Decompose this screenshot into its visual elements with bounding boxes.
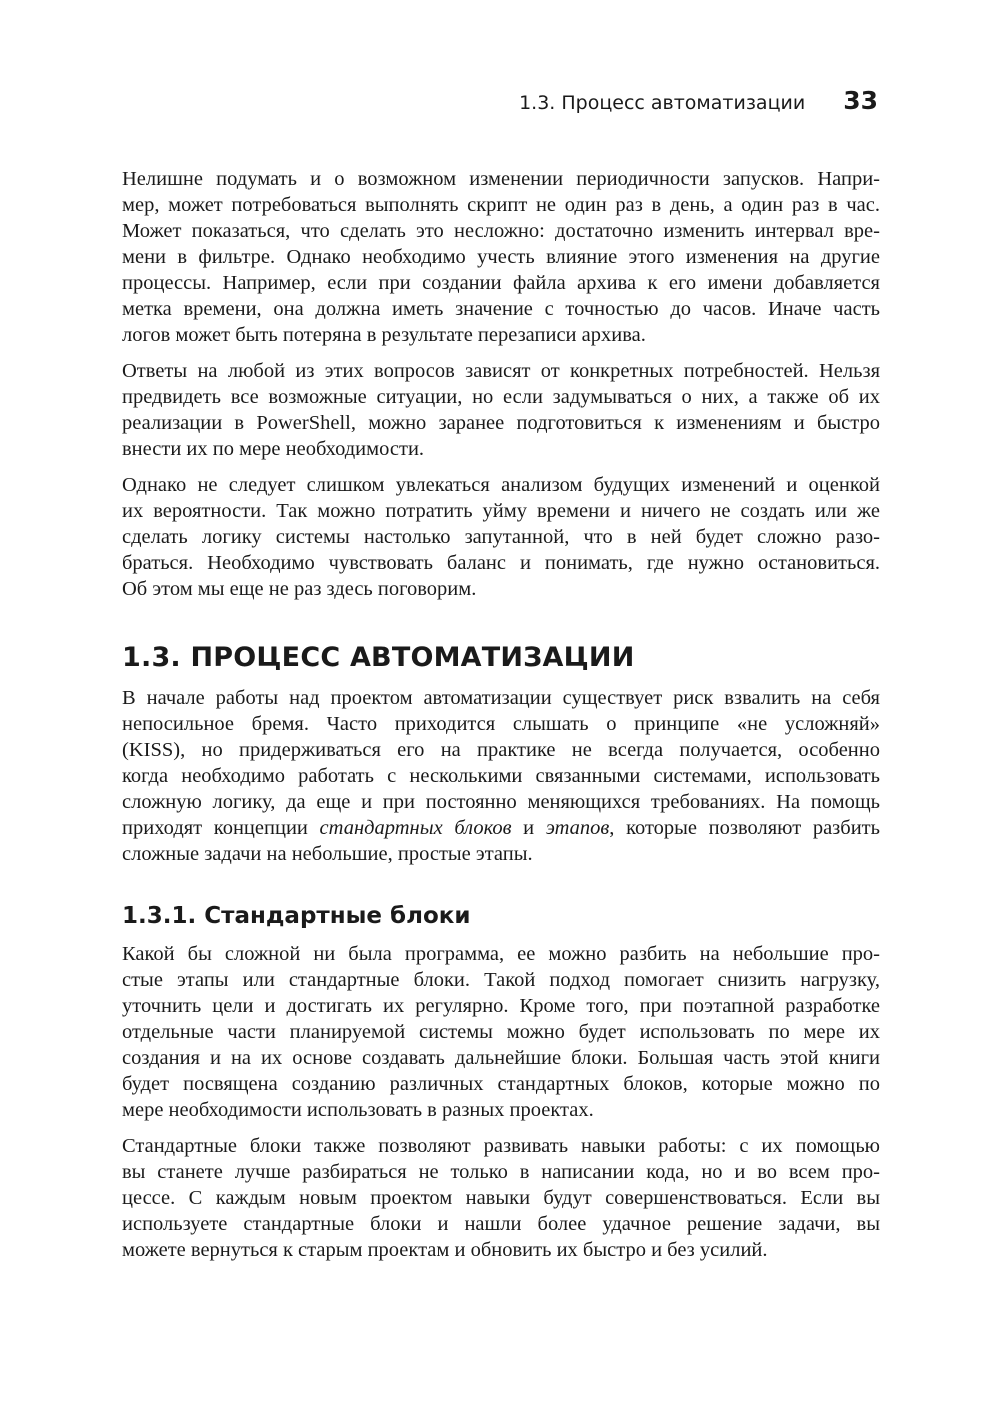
text-line: процессы. Например, если при создании файла архива к его имени добавляется — [122, 272, 880, 294]
text-line: будет посвящена созданию различных стандартных блоков, которые можно по — [122, 1073, 880, 1095]
text-run: , которые позволяют разбить — [609, 817, 880, 839]
paragraph-blocks — [122, 941, 880, 1123]
text-line: Какой бы сложной ни была программа, ее можно разбить на небольшие про- — [122, 943, 880, 965]
text-line: используете стандартные блоки и нашли более удачное решение задачи, вы — [122, 1213, 880, 1235]
paragraph-skills — [122, 1133, 880, 1263]
text-line: создания и на их основе создавать дальнейшие блоки. Большая часть этой книги — [122, 1047, 880, 1069]
text-line-with-emphasis — [122, 815, 880, 841]
text-line: сложные задачи на небольшие, простые этапы. — [122, 843, 533, 865]
paragraph-answers — [122, 358, 880, 462]
text-line: предвидеть все возможные ситуации, но если задумываться о них, а также об их — [122, 386, 880, 408]
text-line: вы станете лучше разбираться не только в написании кода, но и во всем про- — [122, 1161, 880, 1183]
text-line: мере необходимости использовать в разных проектах. — [122, 1099, 594, 1121]
paragraph-kiss — [122, 685, 880, 867]
text-line: Нелишне подумать и о возможном изменении периодичности запусков. Напри- — [122, 168, 880, 190]
running-title: 1.3. Процесс автоматизации — [519, 92, 806, 114]
text-line: метка времени, она должна иметь значение с точностью до часов. Иначе часть — [122, 298, 880, 320]
text-line: Может показаться, что сделать это несложно: достаточно изменить интервал вре- — [122, 220, 880, 242]
text-line: В начале работы над проектом автоматизации существует риск взвалить на себя — [122, 687, 880, 709]
paragraph-balance — [122, 472, 880, 602]
text-line: Ответы на любой из этих вопросов зависят от конкретных потребностей. Нельзя — [122, 360, 880, 382]
text-line: сделать логику системы настолько запутанной, что в ней будет сложно разо- — [122, 526, 880, 548]
text-line: внести их по мере необходимости. — [122, 438, 425, 460]
text-line: отдельные части планируемой системы можно будет использовать по мере их — [122, 1021, 880, 1043]
text-line: браться. Необходимо чувствовать баланс и понимать, где нужно остановиться. — [122, 552, 880, 574]
text-line: непосильное бремя. Часто приходится слышать о принципе «не усложняй» — [122, 713, 880, 735]
text-line: реализации в PowerShell, можно заранее подготовиться к изменениям и быстро — [122, 412, 880, 434]
emphasis-standard-blocks: стандартных блоков — [319, 817, 512, 839]
text-line: Об этом мы еще не раз здесь поговорим. — [122, 578, 477, 600]
text-line: Однако не следует слишком увлекаться анализом будущих изменений и оценкой — [122, 474, 880, 496]
text-line: цессе. С каждым новым проектом навыки будут совершенствоваться. Если вы — [122, 1187, 880, 1209]
text-line: мени в фильтре. Однако необходимо учесть влияние этого изменения на другие — [122, 246, 880, 268]
text-line: мер, может потребоваться выполнять скрипт не один раз в день, а один раз в час. — [122, 194, 880, 216]
section-heading: 1.3. ПРОЦЕСС АВТОМАТИЗАЦИИ — [122, 642, 635, 673]
text-line: когда необходимо работать с несколькими связанными системами, использовать — [122, 765, 880, 787]
text-line: уточнить цели и достигать их регулярно. Кроме того, при поэтапной разработке — [122, 995, 880, 1017]
page-content — [122, 166, 880, 1263]
text-run: и — [511, 817, 546, 839]
text-line: можете вернуться к старым проектам и обновить их быстро и без усилий. — [122, 1239, 768, 1261]
subsection-heading: 1.3.1. Стандартные блоки — [122, 903, 471, 929]
text-line: их вероятности. Так можно потратить уйму времени и ничего не создать или же — [122, 500, 880, 522]
text-line: сложную логику, да еще и при постоянно меняющихся требованиях. На помощь — [122, 791, 880, 813]
text-line: Стандартные блоки также позволяют развивать навыки работы: с их помощью — [122, 1135, 880, 1157]
page-header — [519, 86, 878, 126]
paragraph-periodicity — [122, 166, 880, 348]
text-line: стые этапы или стандартные блоки. Такой подход помогает снизить нагрузку, — [122, 969, 880, 991]
text-line: логов может быть потеряна в результате перезаписи архива. — [122, 324, 646, 346]
emphasis-stages: этапов — [545, 817, 610, 839]
page-number: 33 — [843, 86, 878, 115]
text-run: приходят концепции — [122, 817, 320, 839]
text-line: (KISS), но придерживаться его на практике не всегда получается, особенно — [122, 739, 880, 761]
